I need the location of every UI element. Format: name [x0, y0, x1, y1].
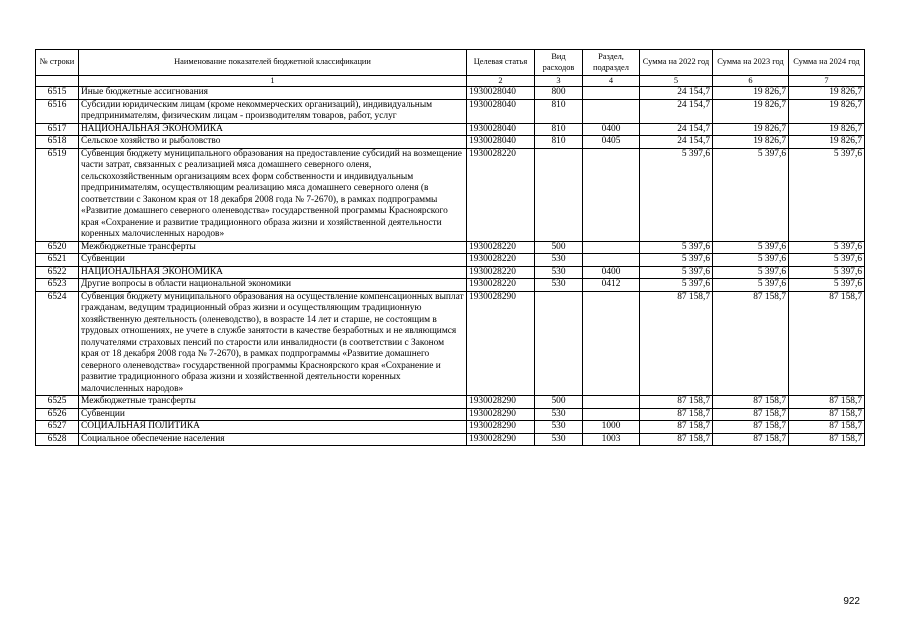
row-sum-2024: 87 158,7: [789, 408, 865, 421]
row-number: 6525: [36, 396, 79, 409]
row-expense-type: 810: [535, 136, 583, 149]
row-sum-2022: 24 154,7: [640, 136, 713, 149]
row-sum-2023: 87 158,7: [713, 433, 789, 446]
row-name: Сельское хозяйство и рыболовство: [79, 136, 467, 149]
header-sum-2023: Сумма на 2023 год: [713, 50, 789, 76]
row-sum-2022: 87 158,7: [640, 396, 713, 409]
row-sum-2023: 5 397,6: [713, 241, 789, 254]
row-sum-2024: 87 158,7: [789, 421, 865, 434]
row-sum-2023: 5 397,6: [713, 148, 789, 241]
row-expense-type: 810: [535, 123, 583, 136]
row-sum-2024: 5 397,6: [789, 266, 865, 279]
row-target-code: 1930028220: [467, 254, 535, 267]
row-section: [583, 241, 640, 254]
header-sum-2024: Сумма на 2024 год: [789, 50, 865, 76]
row-expense-type: 530: [535, 254, 583, 267]
row-target-code: 1930028040: [467, 99, 535, 123]
row-section: 0412: [583, 279, 640, 292]
row-target-code: 1930028290: [467, 291, 535, 396]
row-target-code: 1930028220: [467, 148, 535, 241]
row-sum-2024: 5 397,6: [789, 279, 865, 292]
column-index-blank: [36, 76, 79, 87]
row-sum-2022: 24 154,7: [640, 99, 713, 123]
row-name: Субвенции: [79, 408, 467, 421]
row-section: [583, 87, 640, 100]
row-expense-type: 810: [535, 99, 583, 123]
row-expense-type: [535, 291, 583, 396]
column-index: 6: [713, 76, 789, 87]
table-row: [36, 408, 865, 421]
row-sum-2022: 5 397,6: [640, 279, 713, 292]
row-section: [583, 408, 640, 421]
table-row: [36, 279, 865, 292]
row-sum-2023: 5 397,6: [713, 266, 789, 279]
row-expense-type: 800: [535, 87, 583, 100]
row-target-code: 1930028290: [467, 396, 535, 409]
table-row: [36, 421, 865, 434]
row-sum-2022: 5 397,6: [640, 241, 713, 254]
header-sum-2022: Сумма на 2022 год: [640, 50, 713, 76]
row-number: 6527: [36, 421, 79, 434]
row-number: 6516: [36, 99, 79, 123]
row-section: 1003: [583, 433, 640, 446]
table-row: [36, 136, 865, 149]
row-sum-2023: 87 158,7: [713, 291, 789, 396]
column-index: 3: [535, 76, 583, 87]
header-row-no: № строки: [36, 50, 79, 76]
row-name: Субвенция бюджету муниципального образования на предоставление субсидий на возмещение части затрат, связанных с реализацией мяса домашнего северного оленя, сельскохозяйственным организациям всех форм собственности и индивидуальным предпринимателям, осуществляющим реализацию мяса домашнего северного оленя (в соответствии с Законом края от 18 декабря 2008 года № 7-2670), в рамках подпрограммы «Развитие домашнего северного оленеводства» государственной программы Красноярского края «Сохранение и развитие традиционного образа жизни и хозяйственной деятельности коренных малочисленных народов»: [79, 148, 467, 241]
row-number: 6523: [36, 279, 79, 292]
row-target-code: 1930028290: [467, 408, 535, 421]
row-name: НАЦИОНАЛЬНАЯ ЭКОНОМИКА: [79, 123, 467, 136]
row-sum-2023: 5 397,6: [713, 254, 789, 267]
row-name: Субвенции: [79, 254, 467, 267]
row-number: 6519: [36, 148, 79, 241]
row-sum-2023: 87 158,7: [713, 408, 789, 421]
row-sum-2024: 87 158,7: [789, 396, 865, 409]
row-sum-2023: 87 158,7: [713, 396, 789, 409]
row-expense-type: [535, 148, 583, 241]
row-name: Межбюджетные трансферты: [79, 396, 467, 409]
row-section: [583, 396, 640, 409]
row-name: Другие вопросы в области национальной экономики: [79, 279, 467, 292]
row-number: 6517: [36, 123, 79, 136]
table-row: [36, 99, 865, 123]
column-index: 5: [640, 76, 713, 87]
table-row: [36, 396, 865, 409]
row-sum-2024: 87 158,7: [789, 433, 865, 446]
row-target-code: 1930028040: [467, 123, 535, 136]
row-section: [583, 99, 640, 123]
row-expense-type: 500: [535, 396, 583, 409]
row-name: Субсидии юридическим лицам (кроме некоммерческих организаций), индивидуальным предпринимателям, физическим лицам - производителям товаров, работ, услуг: [79, 99, 467, 123]
column-index-row: [36, 76, 865, 87]
row-number: 6521: [36, 254, 79, 267]
row-sum-2022: 87 158,7: [640, 421, 713, 434]
row-target-code: 1930028040: [467, 136, 535, 149]
row-name: Межбюджетные трансферты: [79, 241, 467, 254]
row-target-code: 1930028220: [467, 266, 535, 279]
row-target-code: 1930028040: [467, 87, 535, 100]
page-number: 922: [843, 596, 860, 607]
row-name: Субвенция бюджету муниципального образования на осуществление компенсационных выплат гражданам, ведущим традиционный образ жизни и осуществляющим традиционную хозяйственную деятельность (оленеводство), в возрасте 14 лет и старше, не состоящим в трудовых отношениях, не учете в службе занятости в качестве безработных и не являющимся получателями страховых пенсий по старости или инвалидности (в соответствии с Законом края от 18 декабря 2008 года № 7-2670), в рамках подпрограммы «Развитие домашнего северного оленеводства» государственной программы Красноярского края «Сохранение и развитие традиционного образа жизни и хозяйственной деятельности коренных малочисленных народов»: [79, 291, 467, 396]
header-section: Раздел, подраздел: [583, 50, 640, 76]
table-row: [36, 291, 865, 396]
row-sum-2024: 5 397,6: [789, 148, 865, 241]
table-header-row: [36, 50, 865, 76]
row-sum-2024: 5 397,6: [789, 241, 865, 254]
row-section: [583, 291, 640, 396]
row-name: НАЦИОНАЛЬНАЯ ЭКОНОМИКА: [79, 266, 467, 279]
row-sum-2022: 24 154,7: [640, 87, 713, 100]
row-section: 1000: [583, 421, 640, 434]
column-index: 2: [467, 76, 535, 87]
row-expense-type: 530: [535, 408, 583, 421]
row-section: 0405: [583, 136, 640, 149]
row-sum-2022: 87 158,7: [640, 408, 713, 421]
row-sum-2023: 5 397,6: [713, 279, 789, 292]
row-section: [583, 254, 640, 267]
row-name: Социальное обеспечение населения: [79, 433, 467, 446]
row-number: 6524: [36, 291, 79, 396]
row-target-code: 1930028220: [467, 279, 535, 292]
table-row: [36, 87, 865, 100]
row-expense-type: 500: [535, 241, 583, 254]
row-sum-2023: 19 826,7: [713, 136, 789, 149]
column-index: 1: [79, 76, 467, 87]
row-sum-2023: 87 158,7: [713, 421, 789, 434]
column-index: 7: [789, 76, 865, 87]
table-row: [36, 266, 865, 279]
budget-table: [35, 49, 865, 446]
header-name: Наименование показателей бюджетной классификации: [79, 50, 467, 76]
row-section: 0400: [583, 266, 640, 279]
row-sum-2023: 19 826,7: [713, 99, 789, 123]
row-number: 6522: [36, 266, 79, 279]
row-number: 6515: [36, 87, 79, 100]
row-name: СОЦИАЛЬНАЯ ПОЛИТИКА: [79, 421, 467, 434]
row-sum-2024: 19 826,7: [789, 123, 865, 136]
row-expense-type: 530: [535, 421, 583, 434]
table-body: [36, 87, 865, 446]
table-row: [36, 123, 865, 136]
row-number: 6526: [36, 408, 79, 421]
row-target-code: 1930028220: [467, 241, 535, 254]
row-sum-2022: 87 158,7: [640, 433, 713, 446]
row-name: Иные бюджетные ассигнования: [79, 87, 467, 100]
row-number: 6518: [36, 136, 79, 149]
row-expense-type: 530: [535, 279, 583, 292]
row-section: 0400: [583, 123, 640, 136]
header-target: Целевая статья: [467, 50, 535, 76]
row-sum-2022: 5 397,6: [640, 266, 713, 279]
row-expense-type: 530: [535, 433, 583, 446]
row-sum-2024: 19 826,7: [789, 99, 865, 123]
row-target-code: 1930028290: [467, 421, 535, 434]
table-row: [36, 254, 865, 267]
row-number: 6528: [36, 433, 79, 446]
row-sum-2022: 5 397,6: [640, 148, 713, 241]
row-section: [583, 148, 640, 241]
table-row: [36, 148, 865, 241]
table-row: [36, 241, 865, 254]
row-target-code: 1930028290: [467, 433, 535, 446]
row-number: 6520: [36, 241, 79, 254]
table-row: [36, 433, 865, 446]
row-sum-2023: 19 826,7: [713, 123, 789, 136]
row-expense-type: 530: [535, 266, 583, 279]
row-sum-2024: 19 826,7: [789, 136, 865, 149]
header-vid: Вид расходов: [535, 50, 583, 76]
row-sum-2022: 5 397,6: [640, 254, 713, 267]
row-sum-2023: 19 826,7: [713, 87, 789, 100]
row-sum-2024: 5 397,6: [789, 254, 865, 267]
row-sum-2024: 19 826,7: [789, 87, 865, 100]
row-sum-2022: 87 158,7: [640, 291, 713, 396]
column-index: 4: [583, 76, 640, 87]
row-sum-2022: 24 154,7: [640, 123, 713, 136]
row-sum-2024: 87 158,7: [789, 291, 865, 396]
